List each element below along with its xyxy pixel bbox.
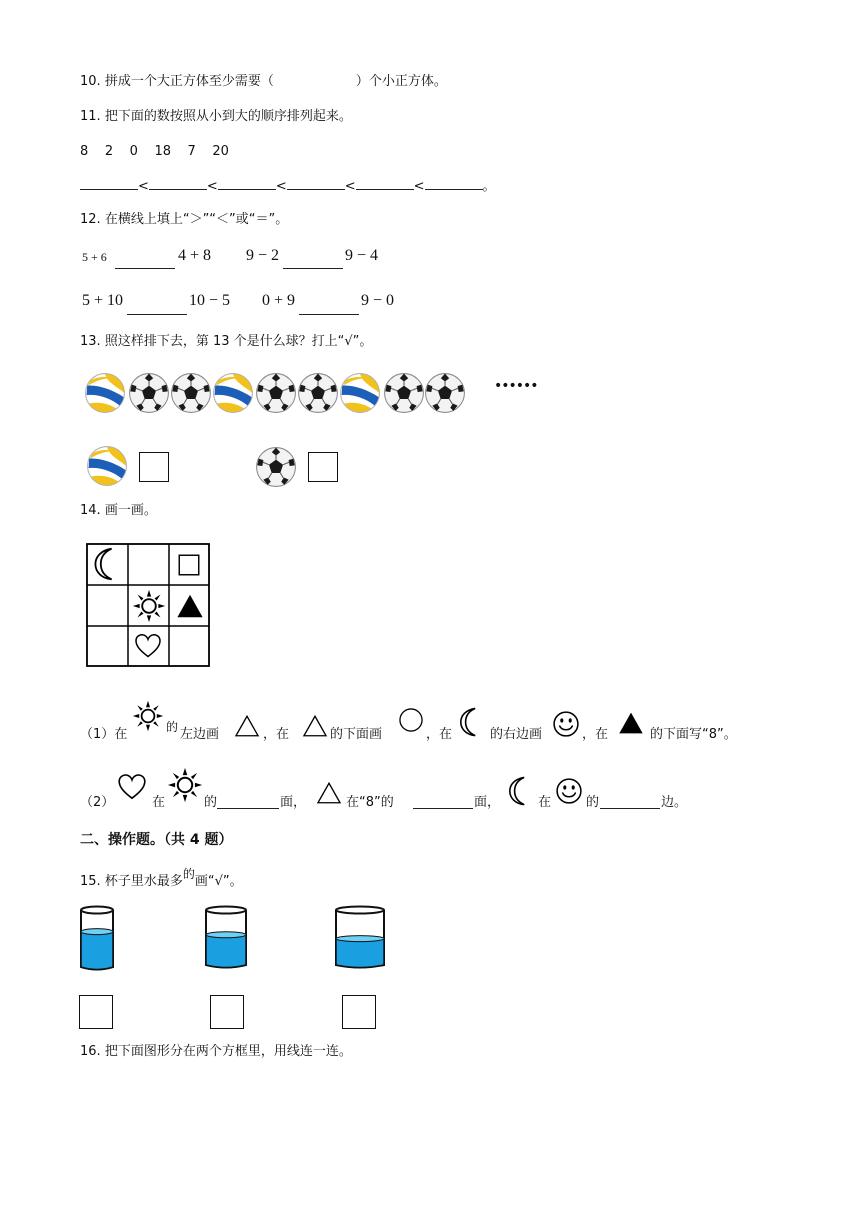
instruction-text: 的 xyxy=(166,720,179,734)
smiley-face-icon xyxy=(552,710,580,738)
soccer-ball-icon xyxy=(128,372,170,414)
question-number: 16. xyxy=(80,1044,101,1059)
checkbox-cup-3[interactable] xyxy=(342,995,376,1029)
question-number: 11. xyxy=(80,109,101,124)
expression: 9 − 0 xyxy=(361,292,395,309)
sun-icon xyxy=(132,700,164,732)
question-text: 的 xyxy=(182,867,195,881)
question-15 xyxy=(80,867,243,891)
instruction-text: 面， xyxy=(280,795,307,810)
square-icon xyxy=(176,552,202,578)
sun-icon xyxy=(132,589,166,623)
question-number: 13. xyxy=(80,334,101,349)
number-item: 18 xyxy=(154,144,171,159)
less-than-sign: < xyxy=(413,179,425,194)
question-16 xyxy=(80,1043,352,1061)
instruction-text: ，在 xyxy=(426,727,453,742)
triangle-icon xyxy=(301,713,329,739)
question-text: 把下面的数按照从小到大的顺序排列起来。 xyxy=(104,109,352,124)
volleyball-icon xyxy=(86,445,128,487)
answer-blank[interactable] xyxy=(80,175,138,190)
soccer-ball-icon xyxy=(424,372,466,414)
number-item: 20 xyxy=(212,144,229,159)
answer-blank[interactable] xyxy=(217,794,279,809)
water-cup-icon xyxy=(333,905,387,971)
soccer-ball-icon xyxy=(170,372,212,414)
instruction-text: 在 xyxy=(538,795,552,810)
moon-icon xyxy=(505,773,537,809)
expression: 9 − 2 xyxy=(246,247,280,264)
answer-blank[interactable] xyxy=(287,175,345,190)
subquestion-label: （2） xyxy=(80,795,115,810)
answer-blank[interactable] xyxy=(356,175,414,190)
instruction-text: 的 xyxy=(586,795,600,810)
expression: 10 − 5 xyxy=(189,292,231,309)
shape-grid xyxy=(86,543,210,667)
number-item: 7 xyxy=(187,144,196,159)
compare-blank[interactable] xyxy=(283,254,343,269)
compare-blank[interactable] xyxy=(127,300,187,315)
less-than-sign: < xyxy=(206,179,218,194)
filled-triangle-icon xyxy=(176,592,204,620)
period: 。 xyxy=(482,179,496,194)
smiley-face-icon xyxy=(555,777,583,805)
circle-icon xyxy=(398,707,424,733)
question-11 xyxy=(80,108,352,126)
checkbox-volleyball[interactable] xyxy=(139,452,169,482)
number-item: 0 xyxy=(129,144,138,159)
moon-icon xyxy=(90,546,126,582)
moon-icon xyxy=(456,704,488,740)
soccer-ball-icon xyxy=(255,446,297,488)
ball-sequence xyxy=(84,370,554,418)
instruction-text: 面， xyxy=(474,795,501,810)
instruction-text: 的 xyxy=(204,795,218,810)
subquestion-label: （1）在 xyxy=(80,727,128,742)
answer-blank[interactable] xyxy=(413,794,473,809)
instruction-text: 在“8”的 xyxy=(346,795,394,810)
question-14 xyxy=(80,502,157,520)
soccer-ball-icon xyxy=(255,372,297,414)
instruction-text: ，在 xyxy=(582,727,609,742)
less-than-sign: < xyxy=(275,179,287,194)
number-item: 2 xyxy=(104,144,114,159)
section-heading: 二、操作题。（共 4 题） xyxy=(80,832,233,848)
question-text: 画“√”。 xyxy=(194,874,243,889)
answer-blank[interactable] xyxy=(149,175,207,190)
question-number: 10. xyxy=(80,74,101,89)
triangle-icon xyxy=(316,780,342,806)
question-13 xyxy=(80,333,372,351)
answer-blank[interactable] xyxy=(600,794,660,809)
question-text: 杯子里水最多 xyxy=(104,874,183,889)
instruction-text: 的下面画 xyxy=(330,727,383,742)
ordering-blanks xyxy=(80,175,496,196)
water-cup-icon xyxy=(203,905,249,971)
expression: 0 + 9 xyxy=(262,292,296,309)
question-text: 把下面图形分在两个方框里，用线连一连。 xyxy=(104,1044,352,1059)
compare-blank[interactable] xyxy=(299,300,359,315)
question-number: 15. xyxy=(80,874,101,889)
question-text: 画一画。 xyxy=(104,503,157,518)
question-text: 拼成一个大正方体至少需要（ xyxy=(104,74,274,89)
checkbox-soccer[interactable] xyxy=(308,452,338,482)
checkbox-cup-1[interactable] xyxy=(79,995,113,1029)
question-text: 照这样排下去，第 13 个是什么球？打上“√”。 xyxy=(104,334,373,349)
instruction-text: 在 xyxy=(152,795,166,810)
question-number: 12. xyxy=(80,212,101,227)
less-than-sign: < xyxy=(138,179,149,194)
volleyball-icon xyxy=(339,372,381,414)
sun-icon xyxy=(167,767,203,803)
checkbox-cup-2[interactable] xyxy=(210,995,244,1029)
ellipsis: •••••• xyxy=(494,378,538,394)
heart-icon xyxy=(133,631,163,661)
instruction-text: 的右边画 xyxy=(490,727,543,742)
volleyball-icon xyxy=(84,372,126,414)
answer-blank[interactable] xyxy=(218,175,276,190)
instruction-text: ，在 xyxy=(263,727,290,742)
question-10 xyxy=(80,73,447,91)
question-number: 14. xyxy=(80,503,101,518)
water-cup-icon xyxy=(78,905,116,973)
less-than-sign: < xyxy=(344,179,356,194)
expression: 9 − 4 xyxy=(345,247,379,264)
soccer-ball-icon xyxy=(297,372,339,414)
question-12 xyxy=(80,211,288,229)
instruction-text: 边。 xyxy=(661,795,688,810)
filled-triangle-icon xyxy=(617,710,645,736)
instruction-text: 左边画 xyxy=(180,727,220,742)
answer-blank[interactable] xyxy=(425,175,483,190)
instruction-text: 的下面写“8”。 xyxy=(650,727,737,742)
volleyball-icon xyxy=(212,372,254,414)
number-item: 8 xyxy=(80,144,89,159)
question-text: 在横线上填上“＞”“＜”或“＝”。 xyxy=(104,212,289,227)
number-list xyxy=(80,143,229,161)
answer-options xyxy=(84,444,384,488)
triangle-icon xyxy=(233,713,261,739)
expression: 4 + 8 xyxy=(178,247,212,264)
compare-blank[interactable] xyxy=(115,254,175,269)
question-text: ）个小正方体。 xyxy=(355,74,447,89)
soccer-ball-icon xyxy=(383,372,425,414)
expression: 5 + 10 xyxy=(82,292,124,309)
heart-icon xyxy=(116,771,148,803)
expression: 5 + 6 xyxy=(82,250,107,264)
